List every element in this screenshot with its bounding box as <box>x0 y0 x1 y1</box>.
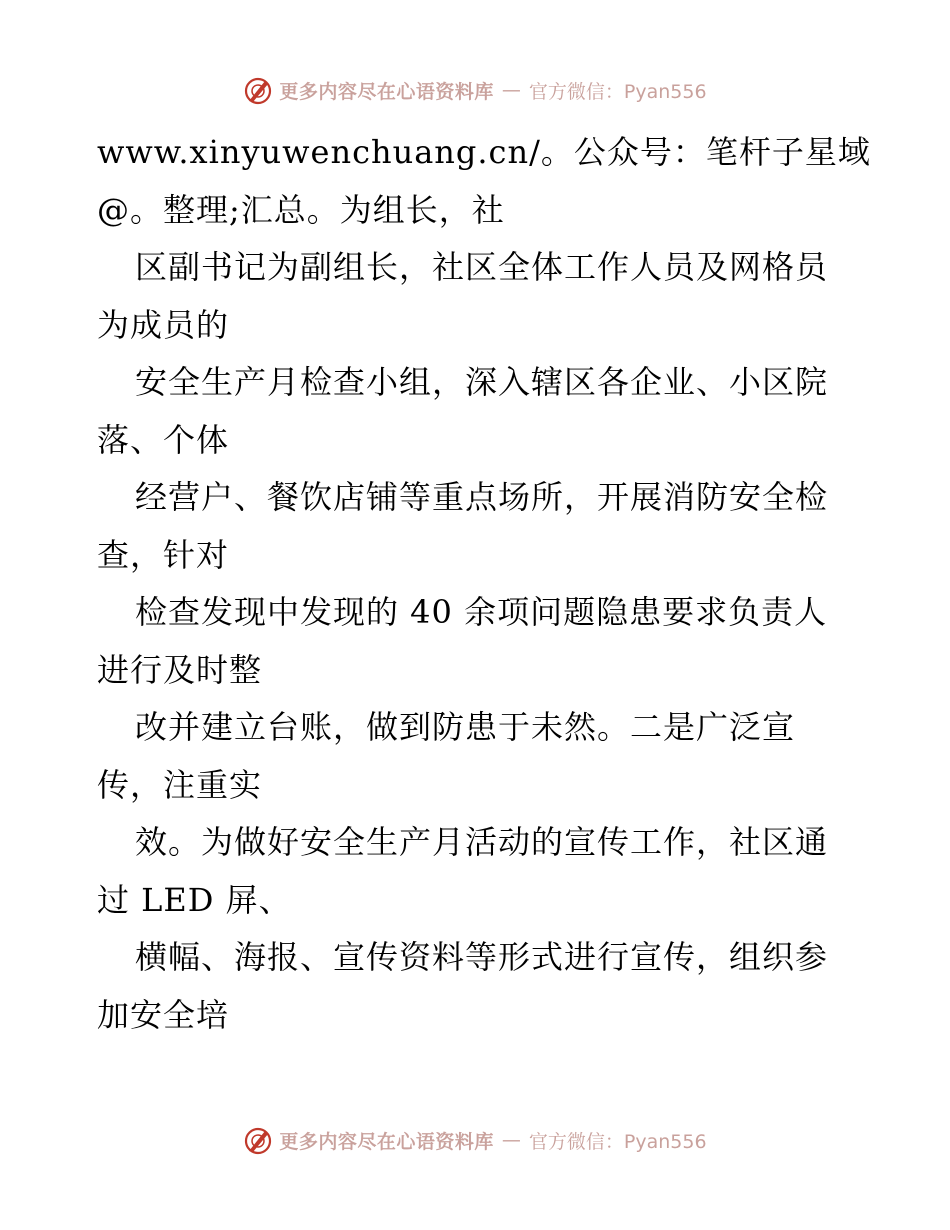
brand-text: 更多内容尽在心语资料库 <box>279 80 494 103</box>
text-line: www.xinyuwenchuang.cn/。公众号：笔杆子星域 <box>97 133 871 171</box>
text-line: 横幅、海报、宣传资料等形式进行宣传，组织参 <box>135 938 829 976</box>
text-line: 效。为做好安全生产月活动的宣传工作，社区通 <box>135 823 829 861</box>
text-line: 检查发现中发现的 40 余项问题隐患要求负责人 <box>135 593 828 631</box>
header-watermark-inner <box>243 75 706 105</box>
text-line: 查，针对 <box>97 535 230 574</box>
footer-watermark <box>0 1120 950 1160</box>
text-line: 经营户、餐饮店铺等重点场所，开展消防安全检 <box>135 478 829 516</box>
wechat-text: 官方微信：Pyan556 <box>528 1130 707 1153</box>
brand-text: 更多内容尽在心语资料库 <box>279 1130 494 1153</box>
brand-dash: — <box>501 79 521 101</box>
text-line: 传，注重实 <box>97 765 263 804</box>
header-watermark <box>0 70 950 110</box>
text-line: 为成员的 <box>97 305 230 344</box>
footer-watermark-inner <box>243 1125 706 1155</box>
text-line: 区副书记为副组长，社区全体工作人员及网格员 <box>135 248 829 286</box>
text-line: 加安全培 <box>97 995 230 1034</box>
text-line: 进行及时整 <box>97 650 263 689</box>
quill-logo-icon <box>243 75 273 105</box>
wechat-text: 官方微信：Pyan556 <box>528 80 707 103</box>
text-line: 安全生产月检查小组，深入辖区各企业、小区院 <box>135 363 829 401</box>
text-line: @。整理;汇总。为组长，社 <box>97 190 505 229</box>
quill-logo-icon <box>243 1125 273 1155</box>
brand-dash: — <box>501 1129 521 1151</box>
text-line: 过 LED 屏、 <box>97 880 292 919</box>
document-body <box>97 124 871 1044</box>
text-line: 改并建立台账，做到防患于未然。二是广泛宣 <box>135 708 796 746</box>
text-line: 落、个体 <box>97 420 230 459</box>
